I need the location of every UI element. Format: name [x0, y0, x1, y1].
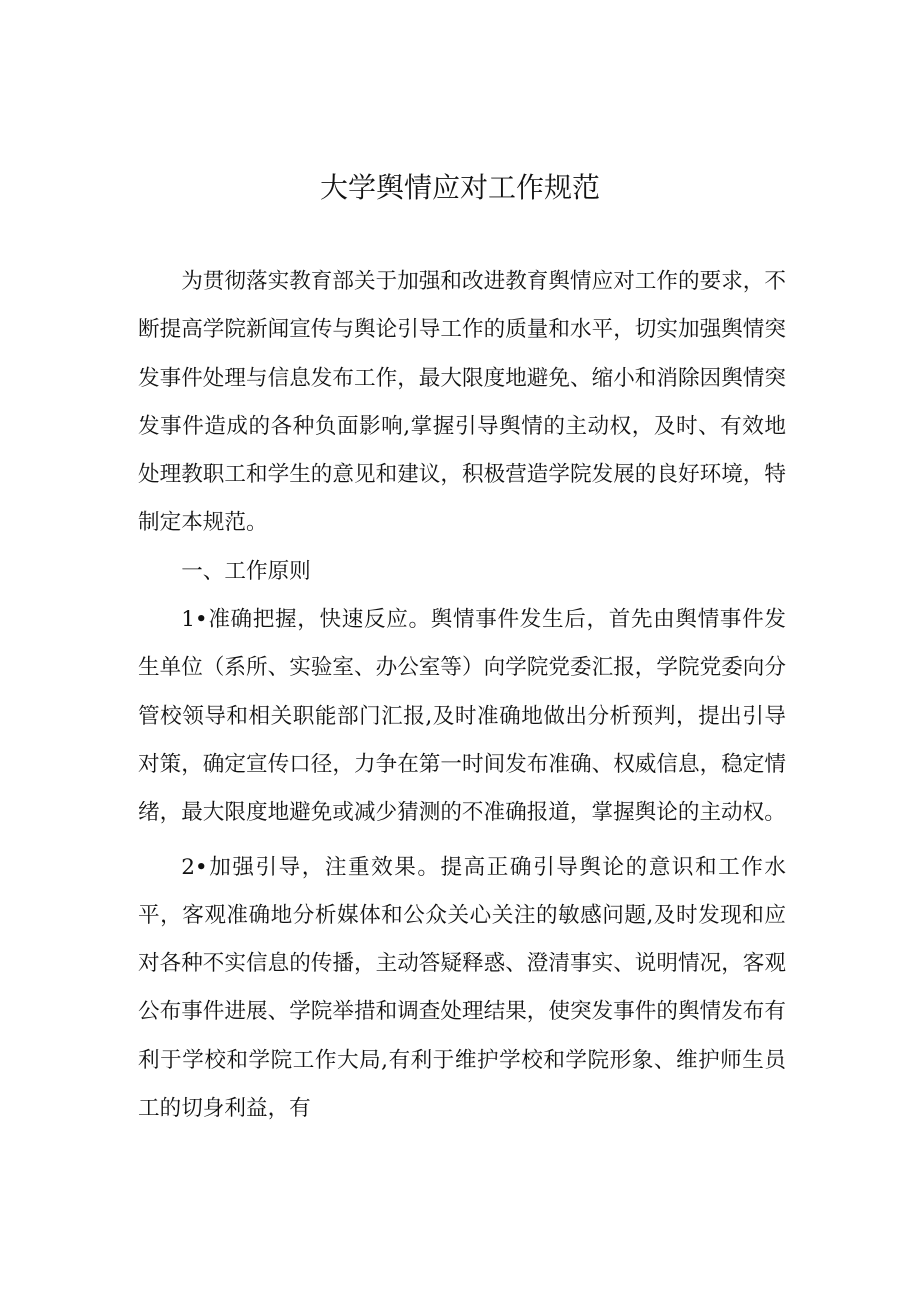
principle-item-1: 1•准确把握，快速反应。舆情事件发生后，首先由舆情事件发生单位（系所、实验室、办公室等）向学院党委汇报，学院党委向分管校领导和相关职能部门汇报,及时准确地做出分析预判，提出引导对策，确定宣传口径，力争在第一时间发布准确、权威信息，稳定情绪，最大限度地避免或减少猜测的不准确报道，掌握舆论的主动权。 [138, 607, 786, 826]
principle-item-2: 2•加强引导，注重效果。提高正确引导舆论的意识和工作水平，客观准确地分析媒体和公众关心关注的敏感问题,及时发现和应对各种不实信息的传播，主动答疑释惑、澄清事实、说明情况，客观公布事件进展、学院举措和调查处理结果，使突发事件的舆情发布有利于学校和学院工作大局,有利于维护学校和学院形象、维护师生员工的切身利益，有 [138, 854, 786, 1122]
document-body [138, 258, 786, 1133]
section-heading-principles: 一、工作原则 [181, 558, 311, 584]
intro-paragraph: 为贯彻落实教育部关于加强和改进教育舆情应对工作的要求，不断提高学院新闻宣传与舆论引导工作的质量和水平，切实加强舆情突发事件处理与信息发布工作，最大限度地避免、缩小和消除因舆情突发事件造成的各种负面影响,掌握引导舆情的主动权，及时、有效地处理教职工和学生的意见和建议，积极营造学院发展的良好环境，特制定本规范。 [138, 269, 786, 536]
document-title: 大学舆情应对工作规范 [319, 171, 600, 204]
